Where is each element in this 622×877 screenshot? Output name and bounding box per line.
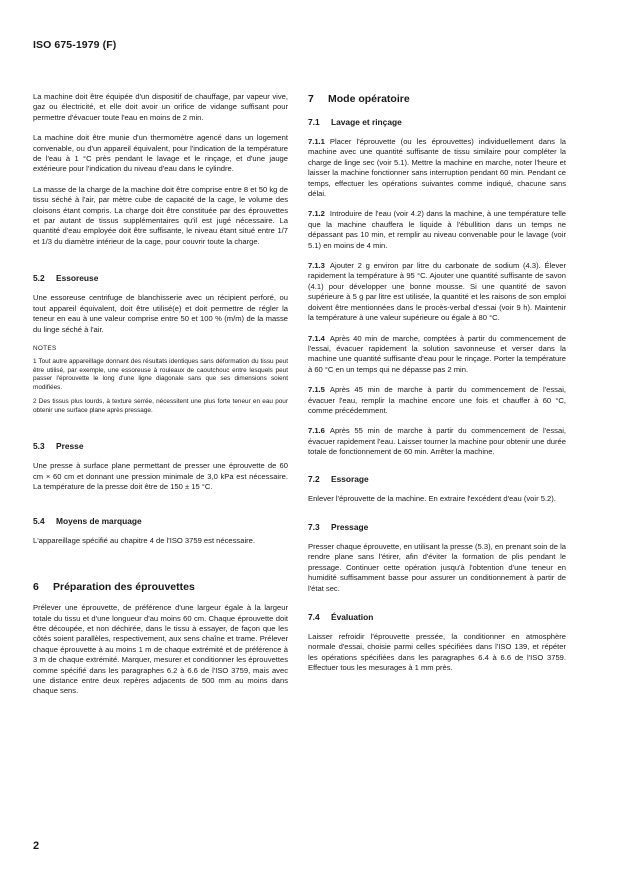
left-column [33, 92, 288, 697]
paragraph-evaluation: Laisser refroidir l'éprouvette pressée, la conditionner en atmosphère normale d'essai, choisie parmi celles spécifiées dans l'ISO 139, et répéter les opérations spécifiées dans les paragraphes 6.4 à 6.6 de l'ISO 3759. Effectuer tous les mesurages à 1 mm près. [308, 632, 566, 673]
section-5-2-heading: 5.2 Essoreuse [33, 273, 99, 284]
section-5-4-heading: 5.4 Moyens de marquage [33, 515, 142, 526]
paragraph-7-1-5: 7.1.5 Après 45 min de marche à partir du commencement de l'essai, évacuer l'eau, remplir la machine encore une fois et chauffer à 60 °C, comme précédemment. [308, 385, 566, 415]
paragraph-7-1-6: 7.1.6 Après 55 min de marche à partir du commencement de l'essai, évacuer rapidement l'eau. Laisser tourner la machine pour obtenir une durée totale de fonctionnement de 60 min. Arrêter la machine. [308, 426, 566, 457]
paragraph-7-1-4: 7.1.4 Après 40 min de marche, comptées à partir du commencement de l'essai, évacuer rapidement la solution savonneuse et verser dans la machine une quantité suffisante d'eau pour le rinçage. Porter la température à 60 °C en un temps qui ne dépasse pas 2 min. [308, 333, 566, 374]
paragraph-specimen-preparation: Prélever une éprouvette, de préférence d'une largeur égale à la largeur totale du tissu et d'une longueur d'au moins 60 cm. Chaque éprouvette doit être découpée, et non déchirée, dans le tissu à essayer, de façon que les côtés soient parallèles, respectivement, aux sens chaîne et trame. Prélever chaque éprouvette à au moins 1 m de chaque extrémité et de préférence à 3 m de chaque extrémité. Marquer, mesurer et conditionner les éprouvettes comme spécifié dans les paragraphes 6.2 à 6.6 de l'ISO 3759, mais avec une distance entre deux repères adjacents de 500 mm au moins dans chaque sens. [33, 603, 288, 696]
document-header: ISO 675-1979 (F) [33, 39, 117, 51]
paragraph-heating: La machine doit être équipée d'un dispositif de chauffage, par vapeur vive, gaz ou électricité, et elle doit avoir un orifice de vidange suffisant pour permettre d'évacuer toute l'eau en moins de 2 min. [33, 92, 288, 122]
section-7-heading: 7 Mode opératoire [308, 93, 410, 105]
paragraph-marking: L'appareillage spécifié au chapitre 4 de l'ISO 3759 est nécessaire. [33, 535, 255, 545]
section-7-2-heading: 7.2 Essorage [308, 473, 369, 484]
paragraph-7-1-1: 7.1.1 Placer l'éprouvette (ou les éprouvettes) individuellement dans la machine avec une quantité suffisante de tissu similaire pour compléter la charge de linge sec (voir 5.1). Mettre la machine en marche, noter l'heure et laisser la machine fonctionner sans interruption pendant 60 min. Pendant ce temps, effectuer les opérations suivantes comme indiqué, chacune sans délai. [308, 137, 566, 199]
section-7-1-heading: 7.1 Lavage et rinçage [308, 117, 402, 127]
paragraph-spin-dryer: Une essoreuse centrifuge de blanchisserie avec un récipient perforé, ou tout appareil équivalent, doit être utilisé(e) et doit permettre de régler la teneur en eau à une valeur comprise entre 50 et 100 % (m/m) de la masse du linge séché à l'air. [33, 293, 288, 334]
paragraph-pressing: Presser chaque éprouvette, en utilisant la presse (5.3), en prenant soin de la rendre plane sans l'étirer, afin d'éviter la formation de plis pendant le pressage. Continuer cette opération jusqu'à l'obtention d'une teneur en humidité suffisamment basse pour assurer un conditionnement à partir de l'état sec. [308, 541, 566, 593]
section-7-4-heading: 7.4 Évaluation [308, 612, 374, 622]
note-1: 1 Tout autre appareillage donnant des résultats identiques sans déformation du tissu peut être utilisé, par exemple, une essoreuse à rouleaux de caoutchouc entre lesquels peut passer l'éprouvette le long d'une ligne diagonale sans que ses dimensions soient modifiées. [33, 357, 288, 391]
right-column [308, 92, 566, 674]
section-5-3-heading: 5.3 Presse [33, 441, 84, 452]
paragraph-spin-drying: Enlever l'éprouvette de la machine. En extraire l'excédent d'eau (voir 5.2). [308, 493, 556, 503]
paragraph-load-mass: La masse de la charge de la machine doit être comprise entre 8 et 50 kg de tissu séché à l'air, par mètre cube de capacité de la cage, le volume des cloisons étant compris. La charge doit être constituée par des éprouvettes et par autant de tissus supplémentaires qu'il est jugé nécessaire. La quantité d'eau employée doit être suffisante, le niveau étant situé entre 1/7 et 1/3 du diamètre intérieur de la cage, pour couvrir toute la charge. [33, 184, 288, 246]
note-2: 2 Des tissus plus lourds, à texture serrée, nécessitent une plus forte teneur en eau pour obtenir une surface plane après pressage. [33, 398, 288, 414]
paragraph-thermometer: La machine doit être munie d'un thermomètre agencé dans un logement convenable, ou d'un appareil équivalent, pour l'indication de la température de l'eau à 1 °C près pendant le lavage et le rinçage, et d'une jauge extérieure pour l'indication du niveau d'eau dans le cylindre. [33, 133, 288, 174]
paragraph-press: Une presse à surface plane permettant de presser une éprouvette de 60 cm × 60 cm et donnant une pression minimale de 3,0 kPa est nécessaire. La température de la presse doit être de 150 ± 15 °C. [33, 461, 288, 492]
page-number: 2 [33, 840, 40, 852]
paragraph-7-1-2: 7.1.2 Introduire de l'eau (voir 4.2) dans la machine, à une température telle que la machine chauffera le liquide à l'ébullition dans un temps ne dépassant pas 10 min, et remplir au niveau convenable pour le lavage (voir 5.1) en moins de 4 min. [308, 209, 566, 250]
paragraph-7-1-3: 7.1.3 Ajouter 2 g environ par litre du carbonate de sodium (4.3). Élever rapidement la température à 95 °C. Ajouter une quantité suffisante de savon (4.1) pour développer une bonne mousse. Si une quantité de savon supérieure à 5 g par litre est utilisée, la quantité et les raisons de son emploi doivent être mentionnées dans le procès-verbal d'essai (voir 9 h). Maintenir la température à une valeur supérieure ou égale à 80 °C. [308, 261, 566, 323]
section-6-heading: 6 Préparation des éprouvettes [33, 581, 195, 594]
section-7-3-heading: 7.3 Pressage [308, 521, 369, 532]
notes-title: NOTES [33, 344, 57, 352]
